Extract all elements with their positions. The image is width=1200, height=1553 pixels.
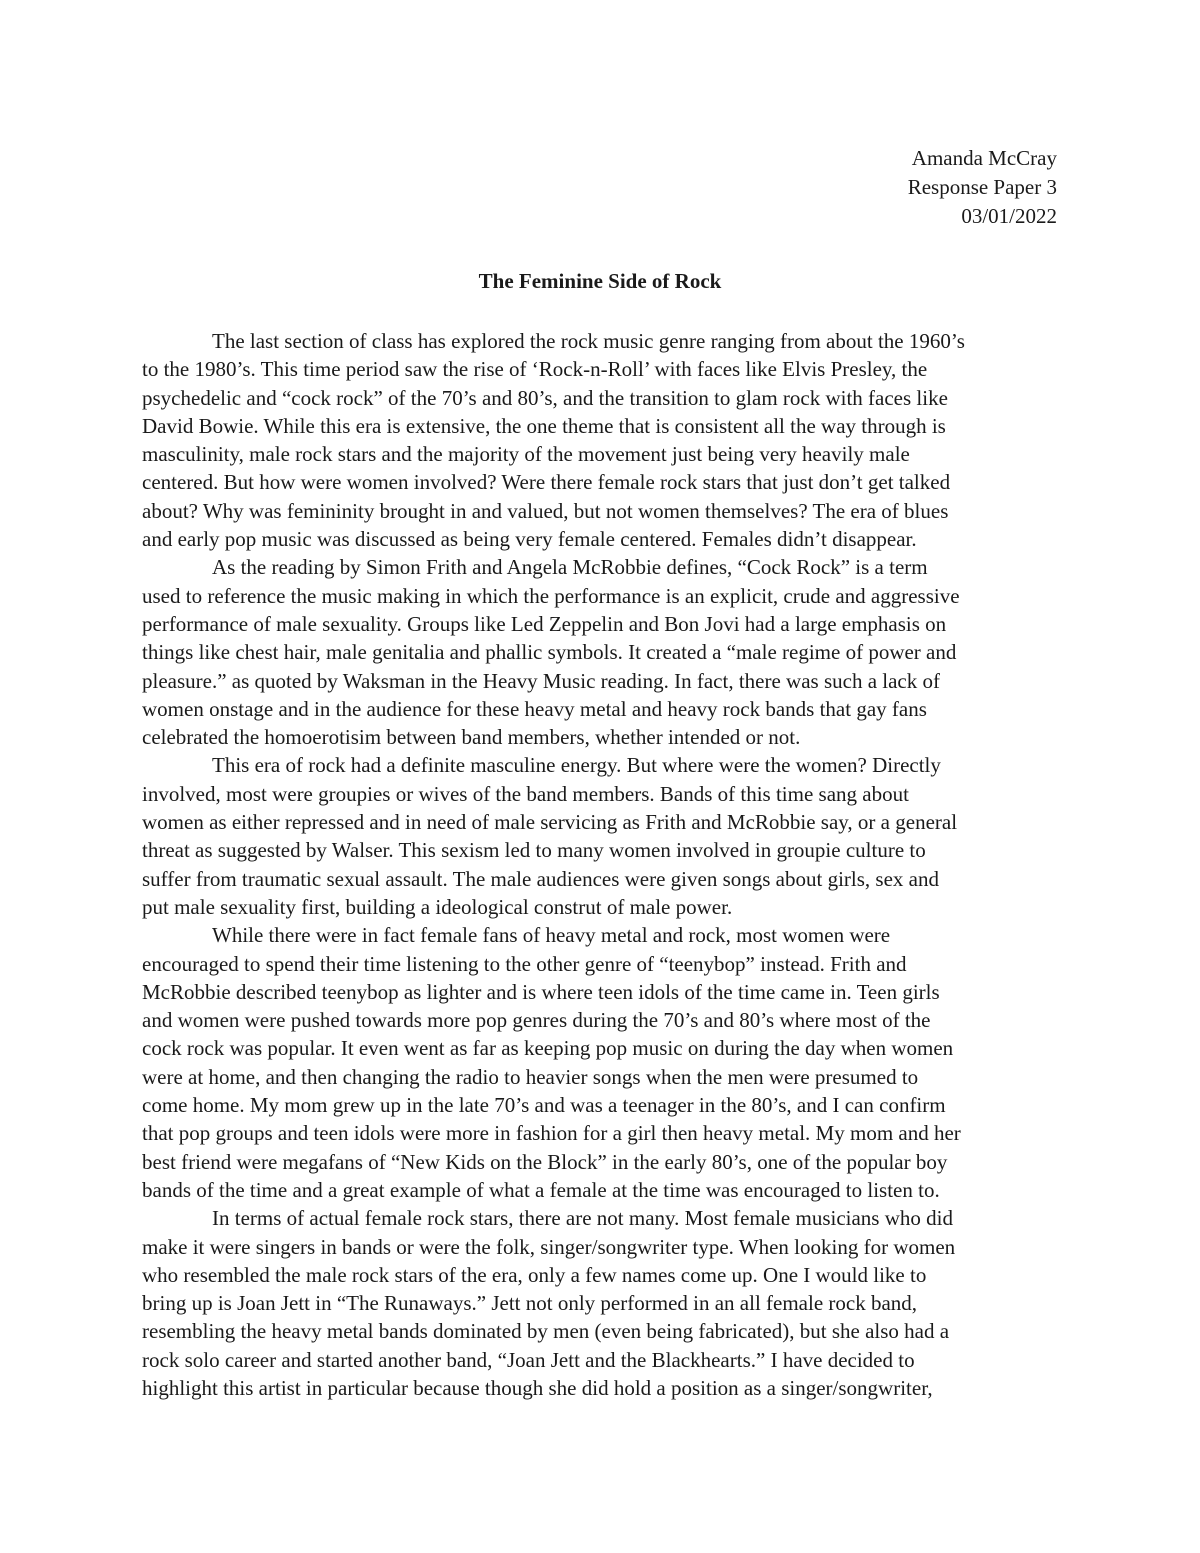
body-text-line: to the 1980’s. This time period saw the rise of ‘Rock-n-Roll’ with faces like Elvis Presley, the [142,357,928,382]
assignment-name: Response Paper 3 [907,175,1057,199]
body-text-line: suffer from traumatic sexual assault. The male audiences were given songs about girls, sex and [142,866,939,891]
body-text-line: The last section of class has explored the rock music genre ranging from about the 1960’s [212,329,965,353]
body-text-line: bands of the time and a great example of what a female at the time was encouraged to listen to. [142,1177,940,1202]
body-text-line: highlight this artist in particular because though she did hold a position as a singer/songwriter, [142,1375,933,1400]
body-text-line: women as either repressed and in need of male servicing as Frith and McRobbie say, or a general [142,810,958,835]
body-text-line: were at home, and then changing the radio to heavier songs when the men were presumed to [142,1064,919,1089]
document-title: The Feminine Side of Rock [478,269,722,293]
body-text-line: that pop groups and teen idols were more in fashion for a girl then heavy metal. My mom and her [142,1121,961,1146]
body-text-line: come home. My mom grew up in the late 70’s and was a teenager in the 80’s, and I can confirm [142,1093,946,1118]
body-text-line: centered. But how were women involved? Were there female rock stars that just don’t get talked [142,470,951,495]
body-text-line: involved, most were groupies or wives of the band members. Bands of this time sang about [142,781,909,806]
body-text-line: make it were singers in bands or were the folk, singer/songwriter type. When looking for women [142,1234,956,1259]
body-text-line: bring up is Joan Jett in “The Runaways.” Jett not only performed in an all female rock band, [142,1291,918,1316]
body-text-line: This era of rock had a definite masculine energy. But where were the women? Directly [212,753,941,778]
body-text-line: used to reference the music making in which the performance is an explicit, crude and aggressive [142,583,960,608]
body-text-line: who resembled the male rock stars of the era, only a few names come up. One I would like to [142,1262,927,1287]
body-text-line: McRobbie described teenybop as lighter and is where teen idols of the time came in. Teen girls [142,979,940,1004]
body-text-line: masculinity, male rock stars and the majority of the movement just being very heavily male [142,442,910,467]
body-text-line: David Bowie. While this era is extensive, the one theme that is consistent all the way through is [142,413,946,438]
body-text-line: As the reading by Simon Frith and Angela McRobbie defines, “Cock Rock” is a term [212,555,928,580]
body-text-line: In terms of actual female rock stars, there are not many. Most female musicians who did [212,1206,953,1231]
author-name: Amanda McCray [911,146,1057,170]
body-text-line: best friend were megafans of “New Kids on the Block” in the early 80’s, one of the popular boy [142,1149,948,1174]
body-text-line: women onstage and in the audience for these heavy metal and heavy rock bands that gay fans [142,696,927,721]
body-text-line: about? Why was femininity brought in and valued, but not women themselves? The era of blues [142,498,949,523]
document-date: 03/01/2022 [961,204,1057,228]
body-text-line: cock rock was popular. It even went as far as keeping pop music on during the day when women [142,1036,954,1061]
body-text-line: threat as suggested by Walser. This sexism led to many women involved in groupie culture to [142,838,926,863]
body-text-line: psychedelic and “cock rock” of the 70’s and 80’s, and the transition to glam rock with faces like [142,385,948,410]
body-text-line: resembling the heavy metal bands dominated by men (even being fabricated), but she also had a [142,1319,950,1344]
body-text-line: put male sexuality first, building a ideological construt of male power. [142,894,733,919]
body-text-line: and women were pushed towards more pop genres during the 70’s and 80’s where most of the [142,1008,931,1033]
body-text-line: While there were in fact female fans of heavy metal and rock, most women were [212,923,891,948]
document-body [142,327,1092,1402]
body-text-line: things like chest hair, male genitalia and phallic symbols. It created a “male regime of power and [142,640,957,665]
body-text-line: celebrated the homoerotisim between band members, whether intended or not. [142,725,801,750]
body-text-line: rock solo career and started another band, “Joan Jett and the Blackhearts.” I have decided to [142,1347,915,1372]
body-text-line: and early pop music was discussed as being very female centered. Females didn’t disappear. [142,527,917,552]
body-text-line: performance of male sexuality. Groups like Led Zeppelin and Bon Jovi had a large emphasis on [142,611,947,636]
document-header [908,144,1057,231]
body-text-line: encouraged to spend their time listening to the other genre of “teenybop” instead. Frith and [142,951,907,976]
body-text-line: pleasure.” as quoted by Waksman in the Heavy Music reading. In fact, there was such a lack of [142,668,940,693]
